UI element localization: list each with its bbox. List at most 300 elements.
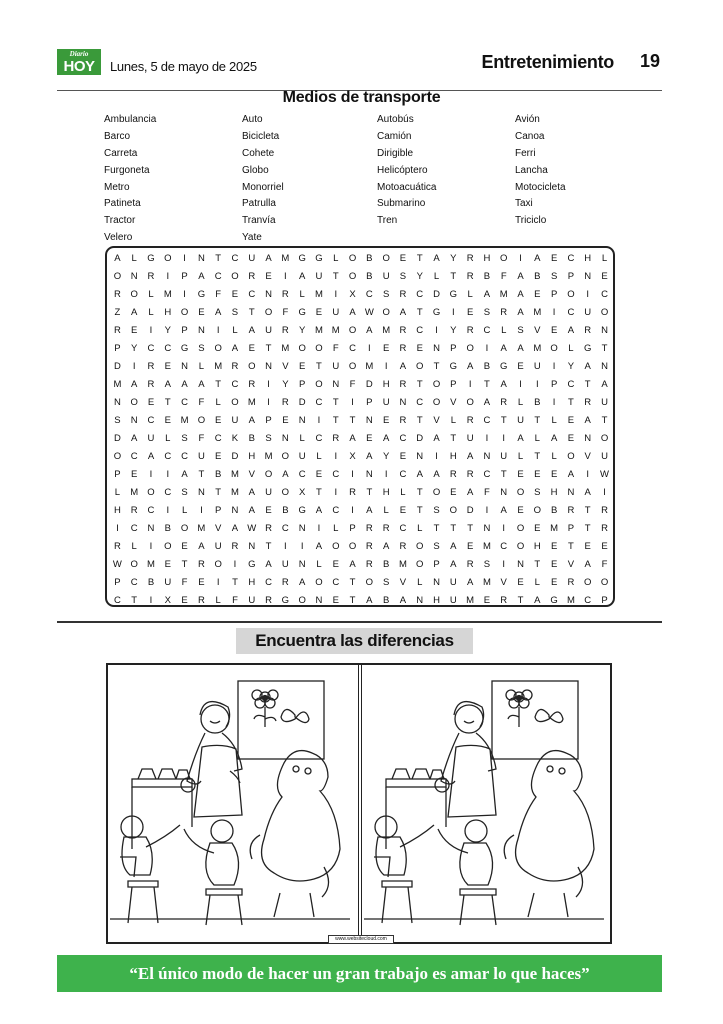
grid-letter[interactable]: T (584, 505, 591, 517)
grid-letter[interactable]: E (567, 432, 575, 444)
grid-letter[interactable]: E (164, 414, 171, 426)
grid-letter[interactable]: R (399, 414, 407, 426)
grid-letter[interactable]: Y (164, 324, 171, 336)
grid-letter[interactable]: A (584, 559, 591, 571)
grid-letter[interactable]: E (181, 541, 188, 553)
grid-letter[interactable]: C (483, 469, 491, 481)
grid-letter[interactable]: I (132, 360, 136, 372)
grid-letter[interactable]: A (382, 541, 390, 553)
grid-letter[interactable]: M (214, 360, 223, 372)
grid-letter[interactable]: D (113, 360, 121, 372)
grid-letter[interactable]: T (349, 577, 356, 589)
grid-letter[interactable]: B (366, 252, 373, 264)
grid-letter[interactable]: T (366, 487, 373, 499)
grid-letter[interactable]: U (281, 559, 289, 571)
grid-letter[interactable]: A (517, 342, 524, 354)
grid-letter[interactable]: O (466, 396, 474, 408)
grid-letter[interactable]: C (416, 396, 424, 408)
grid-letter[interactable]: O (432, 487, 441, 499)
grid-letter[interactable]: R (231, 541, 239, 553)
grid-letter[interactable]: A (433, 252, 440, 264)
grid-letter[interactable]: P (550, 378, 558, 390)
grid-letter[interactable]: L (333, 252, 339, 264)
grid-letter[interactable]: S (483, 306, 491, 318)
grid-letter[interactable]: O (516, 487, 525, 499)
grid-letter[interactable]: C (265, 577, 272, 589)
grid-letter[interactable]: O (264, 306, 273, 318)
grid-letter[interactable]: A (131, 378, 138, 390)
grid-letter[interactable]: A (450, 541, 457, 553)
grid-letter[interactable]: U (231, 414, 239, 426)
grid-letter[interactable]: U (382, 270, 390, 282)
grid-letter[interactable]: L (148, 288, 154, 300)
grid-letter[interactable]: T (416, 505, 423, 517)
grid-letter[interactable]: A (198, 378, 205, 390)
grid-letter[interactable]: A (584, 360, 591, 372)
grid-letter[interactable]: R (281, 396, 289, 408)
grid-letter[interactable]: G (281, 595, 290, 607)
grid-letter[interactable]: O (113, 270, 122, 282)
grid-letter[interactable]: E (298, 360, 306, 372)
grid-letter[interactable]: O (516, 541, 525, 553)
grid-letter[interactable]: O (567, 451, 575, 463)
grid-letter[interactable]: E (315, 469, 323, 481)
grid-letter[interactable]: E (399, 451, 407, 463)
grid-letter[interactable]: E (399, 252, 407, 264)
grid-letter[interactable]: C (315, 432, 323, 444)
grid-letter[interactable]: O (164, 541, 172, 553)
grid-letter[interactable]: U (466, 432, 474, 444)
grid-letter[interactable]: B (164, 523, 171, 535)
grid-letter[interactable]: N (113, 396, 121, 408)
grid-letter[interactable]: U (147, 432, 155, 444)
grid-letter[interactable]: I (166, 505, 170, 517)
grid-letter[interactable]: A (399, 360, 407, 372)
grid-letter[interactable]: M (180, 414, 189, 426)
grid-letter[interactable]: A (131, 306, 138, 318)
grid-letter[interactable]: M (315, 324, 323, 336)
grid-letter[interactable]: F (215, 288, 222, 300)
grid-letter[interactable]: E (517, 469, 524, 481)
grid-letter[interactable]: E (164, 360, 171, 372)
grid-letter[interactable]: G (500, 360, 508, 372)
grid-letter[interactable]: A (181, 378, 188, 390)
grid-letter[interactable]: G (298, 505, 306, 517)
grid-letter[interactable]: A (517, 432, 524, 444)
grid-letter[interactable]: U (449, 595, 457, 607)
grid-letter[interactable]: T (265, 541, 272, 553)
grid-letter[interactable]: U (601, 396, 608, 408)
grid-letter[interactable]: O (264, 469, 273, 481)
grid-letter[interactable]: H (113, 505, 121, 517)
grid-letter[interactable]: S (181, 487, 188, 499)
grid-letter[interactable]: S (433, 541, 440, 553)
grid-letter[interactable]: R (382, 523, 390, 535)
grid-letter[interactable]: A (517, 306, 524, 318)
grid-letter[interactable]: A (147, 451, 155, 463)
grid-letter[interactable]: P (181, 270, 188, 282)
grid-letter[interactable]: R (147, 378, 155, 390)
grid-letter[interactable]: O (348, 324, 357, 336)
grid-letter[interactable]: U (500, 451, 508, 463)
grid-letter[interactable]: G (298, 306, 306, 318)
grid-letter[interactable]: R (349, 487, 356, 499)
grid-letter[interactable]: C (332, 505, 340, 517)
grid-letter[interactable]: V (500, 577, 507, 589)
grid-letter[interactable]: M (482, 541, 491, 553)
grid-letter[interactable]: X (349, 451, 356, 463)
grid-letter[interactable]: R (332, 432, 340, 444)
grid-letter[interactable]: P (265, 414, 272, 426)
grid-letter[interactable]: M (315, 288, 323, 300)
grid-letter[interactable]: A (399, 595, 407, 607)
grid-letter[interactable]: O (231, 396, 239, 408)
grid-letter[interactable]: R (113, 324, 121, 336)
grid-letter[interactable]: C (399, 523, 407, 535)
grid-letter[interactable]: E (282, 414, 289, 426)
grid-letter[interactable]: C (281, 523, 289, 535)
grid-letter[interactable]: U (248, 595, 256, 607)
grid-letter[interactable]: T (332, 414, 339, 426)
grid-letter[interactable]: A (450, 559, 457, 571)
grid-letter[interactable]: T (215, 252, 222, 264)
grid-letter[interactable]: H (382, 378, 390, 390)
grid-letter[interactable]: R (584, 396, 592, 408)
grid-letter[interactable]: R (231, 360, 239, 372)
grid-letter[interactable]: T (332, 270, 339, 282)
grid-letter[interactable]: I (384, 360, 388, 372)
grid-letter[interactable]: M (365, 360, 374, 372)
grid-letter[interactable]: I (552, 306, 556, 318)
grid-letter[interactable]: V (450, 396, 457, 408)
grid-letter[interactable]: P (114, 469, 121, 481)
grid-letter[interactable]: O (432, 378, 441, 390)
grid-letter[interactable]: F (198, 432, 205, 444)
grid-letter[interactable]: R (399, 324, 407, 336)
grid-letter[interactable]: X (298, 487, 306, 499)
grid-letter[interactable]: C (567, 252, 575, 264)
grid-letter[interactable]: N (298, 414, 306, 426)
grid-letter[interactable]: H (382, 487, 390, 499)
grid-letter[interactable]: I (519, 378, 522, 390)
grid-letter[interactable]: W (112, 559, 122, 571)
grid-letter[interactable]: L (215, 396, 221, 408)
grid-letter[interactable]: I (284, 270, 287, 282)
grid-letter[interactable]: R (147, 270, 155, 282)
grid-letter[interactable]: A (315, 541, 323, 553)
grid-letter[interactable]: Y (131, 342, 138, 354)
grid-letter[interactable]: B (147, 577, 155, 589)
grid-letter[interactable]: V (534, 324, 541, 336)
grid-letter[interactable]: E (147, 396, 155, 408)
grid-letter[interactable]: E (483, 595, 491, 607)
grid-letter[interactable]: M (466, 595, 475, 607)
grid-letter[interactable]: I (502, 432, 506, 444)
grid-letter[interactable]: C (601, 288, 608, 300)
grid-letter[interactable]: A (231, 342, 239, 354)
grid-letter[interactable]: R (399, 342, 407, 354)
grid-letter[interactable]: E (399, 505, 407, 517)
grid-letter[interactable]: E (466, 541, 474, 553)
grid-letter[interactable]: B (366, 270, 373, 282)
grid-letter[interactable]: O (365, 577, 374, 589)
grid-letter[interactable]: M (331, 324, 340, 336)
grid-letter[interactable]: T (450, 270, 457, 282)
grid-letter[interactable]: S (433, 505, 440, 517)
grid-letter[interactable]: E (164, 559, 171, 571)
grid-letter[interactable]: I (468, 378, 472, 390)
grid-letter[interactable]: M (550, 523, 559, 535)
grid-letter[interactable]: A (483, 396, 491, 408)
grid-letter[interactable]: N (416, 451, 424, 463)
grid-letter[interactable]: L (517, 451, 524, 463)
grid-letter[interactable]: U (265, 487, 272, 499)
grid-letter[interactable]: P (450, 378, 457, 390)
grid-letter[interactable]: A (500, 342, 507, 354)
grid-letter[interactable]: L (165, 432, 171, 444)
grid-letter[interactable]: E (550, 541, 558, 553)
grid-letter[interactable]: C (181, 451, 189, 463)
grid-letter[interactable]: X (349, 288, 356, 300)
grid-letter[interactable]: G (584, 342, 592, 354)
grid-letter[interactable]: D (298, 396, 306, 408)
grid-letter[interactable]: P (567, 523, 575, 535)
grid-letter[interactable]: A (349, 559, 356, 571)
grid-letter[interactable]: E (198, 306, 205, 318)
grid-letter[interactable]: T (517, 595, 524, 607)
grid-letter[interactable]: N (231, 505, 239, 517)
grid-letter[interactable]: L (181, 505, 188, 517)
grid-letter[interactable]: U (584, 306, 592, 318)
grid-letter[interactable]: O (348, 270, 357, 282)
grid-letter[interactable]: L (316, 559, 322, 571)
grid-letter[interactable]: O (231, 270, 239, 282)
grid-letter[interactable]: T (601, 414, 608, 426)
grid-letter[interactable]: A (466, 360, 474, 372)
grid-letter[interactable]: H (449, 451, 457, 463)
grid-letter[interactable]: E (567, 414, 575, 426)
grid-letter[interactable]: A (534, 595, 541, 607)
grid-letter[interactable]: A (534, 252, 541, 264)
grid-letter[interactable]: E (215, 414, 222, 426)
grid-letter[interactable]: A (433, 432, 440, 444)
grid-letter[interactable]: I (334, 487, 338, 499)
grid-letter[interactable]: I (603, 487, 606, 499)
grid-letter[interactable]: I (267, 396, 270, 408)
grid-letter[interactable]: I (233, 559, 237, 571)
grid-letter[interactable]: M (197, 523, 206, 535)
grid-letter[interactable]: I (586, 288, 590, 300)
grid-letter[interactable]: V (584, 451, 591, 463)
grid-letter[interactable]: M (163, 288, 172, 300)
grid-letter[interactable]: H (248, 577, 256, 589)
grid-letter[interactable]: T (198, 469, 205, 481)
grid-letter[interactable]: C (214, 432, 222, 444)
grid-letter[interactable]: O (164, 252, 172, 264)
grid-letter[interactable]: R (399, 541, 407, 553)
grid-letter[interactable]: C (214, 270, 222, 282)
grid-letter[interactable]: O (567, 288, 575, 300)
grid-letter[interactable]: N (181, 360, 189, 372)
grid-letter[interactable]: G (449, 360, 458, 372)
grid-letter[interactable]: L (383, 505, 389, 517)
grid-letter[interactable]: I (368, 342, 371, 354)
grid-letter[interactable]: N (584, 270, 592, 282)
grid-letter[interactable]: E (198, 577, 205, 589)
grid-letter[interactable]: L (467, 288, 473, 300)
grid-letter[interactable]: A (114, 252, 121, 264)
grid-letter[interactable]: R (130, 505, 138, 517)
grid-letter[interactable]: N (265, 360, 272, 372)
grid-letter[interactable]: L (400, 487, 406, 499)
grid-letter[interactable]: N (298, 559, 306, 571)
grid-letter[interactable]: A (282, 469, 289, 481)
grid-letter[interactable]: W (364, 306, 374, 318)
grid-letter[interactable]: C (231, 252, 239, 264)
grid-letter[interactable]: E (534, 469, 541, 481)
grid-letter[interactable]: I (317, 414, 321, 426)
grid-letter[interactable]: A (567, 469, 575, 481)
grid-letter[interactable]: L (433, 270, 440, 282)
grid-letter[interactable]: N (365, 414, 373, 426)
grid-letter[interactable]: C (332, 577, 340, 589)
grid-letter[interactable]: L (417, 523, 423, 535)
grid-letter[interactable]: W (247, 523, 257, 535)
grid-letter[interactable]: M (147, 559, 155, 571)
grid-letter[interactable]: V (248, 469, 255, 481)
grid-letter[interactable]: C (147, 342, 155, 354)
grid-letter[interactable]: O (332, 541, 340, 553)
grid-letter[interactable]: A (265, 559, 272, 571)
grid-letter[interactable]: C (483, 324, 491, 336)
grid-letter[interactable]: T (316, 487, 322, 499)
grid-letter[interactable]: E (332, 559, 339, 571)
grid-letter[interactable]: U (214, 541, 222, 553)
grid-letter[interactable]: M (264, 451, 273, 463)
grid-letter[interactable]: S (382, 577, 390, 589)
grid-letter[interactable]: L (215, 595, 221, 607)
grid-letter[interactable]: M (382, 324, 391, 336)
grid-letter[interactable]: F (232, 595, 238, 607)
grid-letter[interactable]: O (500, 252, 508, 264)
grid-letter[interactable]: L (601, 252, 608, 264)
grid-letter[interactable]: T (232, 577, 238, 589)
grid-letter[interactable]: U (164, 577, 172, 589)
grid-letter[interactable]: I (485, 505, 489, 517)
grid-letter[interactable]: O (130, 559, 138, 571)
grid-letter[interactable]: Y (298, 324, 306, 336)
grid-letter[interactable]: A (466, 451, 474, 463)
grid-letter[interactable]: C (416, 324, 424, 336)
grid-letter[interactable]: L (333, 523, 339, 535)
grid-letter[interactable]: I (216, 324, 220, 336)
grid-letter[interactable]: E (534, 523, 541, 535)
grid-letter[interactable]: A (366, 324, 373, 336)
grid-letter[interactable]: O (180, 523, 189, 535)
grid-letter[interactable]: T (450, 432, 457, 444)
grid-letter[interactable]: E (466, 306, 474, 318)
grid-letter[interactable]: R (466, 469, 474, 481)
grid-letter[interactable]: I (334, 451, 338, 463)
grid-letter[interactable]: U (517, 414, 524, 426)
grid-letter[interactable]: O (147, 487, 155, 499)
grid-letter[interactable]: V (399, 577, 407, 589)
grid-letter[interactable]: C (567, 306, 575, 318)
grid-letter[interactable]: A (198, 270, 205, 282)
grid-letter[interactable]: B (248, 432, 255, 444)
grid-letter[interactable]: M (281, 342, 290, 354)
grid-letter[interactable]: E (584, 541, 591, 553)
grid-letter[interactable]: I (317, 523, 321, 535)
grid-letter[interactable]: X (164, 595, 171, 607)
grid-letter[interactable]: I (166, 270, 170, 282)
grid-letter[interactable]: Z (114, 306, 121, 318)
grid-letter[interactable]: R (601, 505, 608, 517)
grid-letter[interactable]: Y (450, 324, 457, 336)
grid-letter[interactable]: S (198, 342, 205, 354)
grid-letter[interactable]: I (586, 469, 590, 481)
grid-letter[interactable]: E (215, 451, 222, 463)
grid-letter[interactable]: T (349, 595, 356, 607)
grid-letter[interactable]: N (601, 324, 608, 336)
grid-letter[interactable]: G (180, 342, 189, 354)
grid-letter[interactable]: E (550, 577, 558, 589)
grid-letter[interactable]: C (113, 595, 121, 607)
grid-letter[interactable]: A (298, 270, 306, 282)
grid-letter[interactable]: L (417, 577, 423, 589)
grid-letter[interactable]: U (601, 451, 608, 463)
grid-letter[interactable]: L (232, 324, 238, 336)
grid-letter[interactable]: A (198, 541, 205, 553)
grid-letter[interactable]: C (164, 487, 172, 499)
grid-letter[interactable]: O (298, 595, 306, 607)
grid-letter[interactable]: V (567, 559, 575, 571)
grid-letter[interactable]: V (282, 360, 289, 372)
grid-letter[interactable]: I (552, 396, 556, 408)
grid-letter[interactable]: V (433, 414, 440, 426)
grid-letter[interactable]: L (131, 252, 137, 264)
grid-letter[interactable]: A (349, 432, 356, 444)
grid-letter[interactable]: L (450, 414, 456, 426)
grid-letter[interactable]: T (316, 360, 322, 372)
grid-letter[interactable]: T (349, 414, 356, 426)
grid-letter[interactable]: N (483, 451, 491, 463)
grid-letter[interactable]: G (432, 306, 441, 318)
grid-letter[interactable]: F (282, 306, 289, 318)
grid-letter[interactable]: L (131, 541, 137, 553)
grid-letter[interactable]: O (584, 577, 592, 589)
grid-letter[interactable]: O (180, 306, 189, 318)
grid-letter[interactable]: L (299, 432, 305, 444)
grid-letter[interactable]: D (433, 288, 440, 300)
grid-letter[interactable]: N (500, 487, 508, 499)
grid-letter[interactable]: S (114, 414, 121, 426)
grid-letter[interactable]: A (500, 505, 507, 517)
grid-letter[interactable]: P (114, 342, 121, 354)
grid-letter[interactable]: C (147, 414, 155, 426)
grid-letter[interactable]: C (365, 288, 373, 300)
grid-letter[interactable]: N (248, 541, 256, 553)
grid-letter[interactable]: I (435, 451, 438, 463)
grid-letter[interactable]: T (534, 414, 541, 426)
grid-letter[interactable]: O (197, 414, 206, 426)
grid-letter[interactable]: E (181, 595, 188, 607)
grid-letter[interactable]: K (231, 432, 239, 444)
grid-letter[interactable]: O (466, 342, 474, 354)
grid-letter[interactable]: P (349, 523, 356, 535)
grid-letter[interactable]: T (584, 523, 591, 535)
grid-letter[interactable]: L (501, 324, 507, 336)
